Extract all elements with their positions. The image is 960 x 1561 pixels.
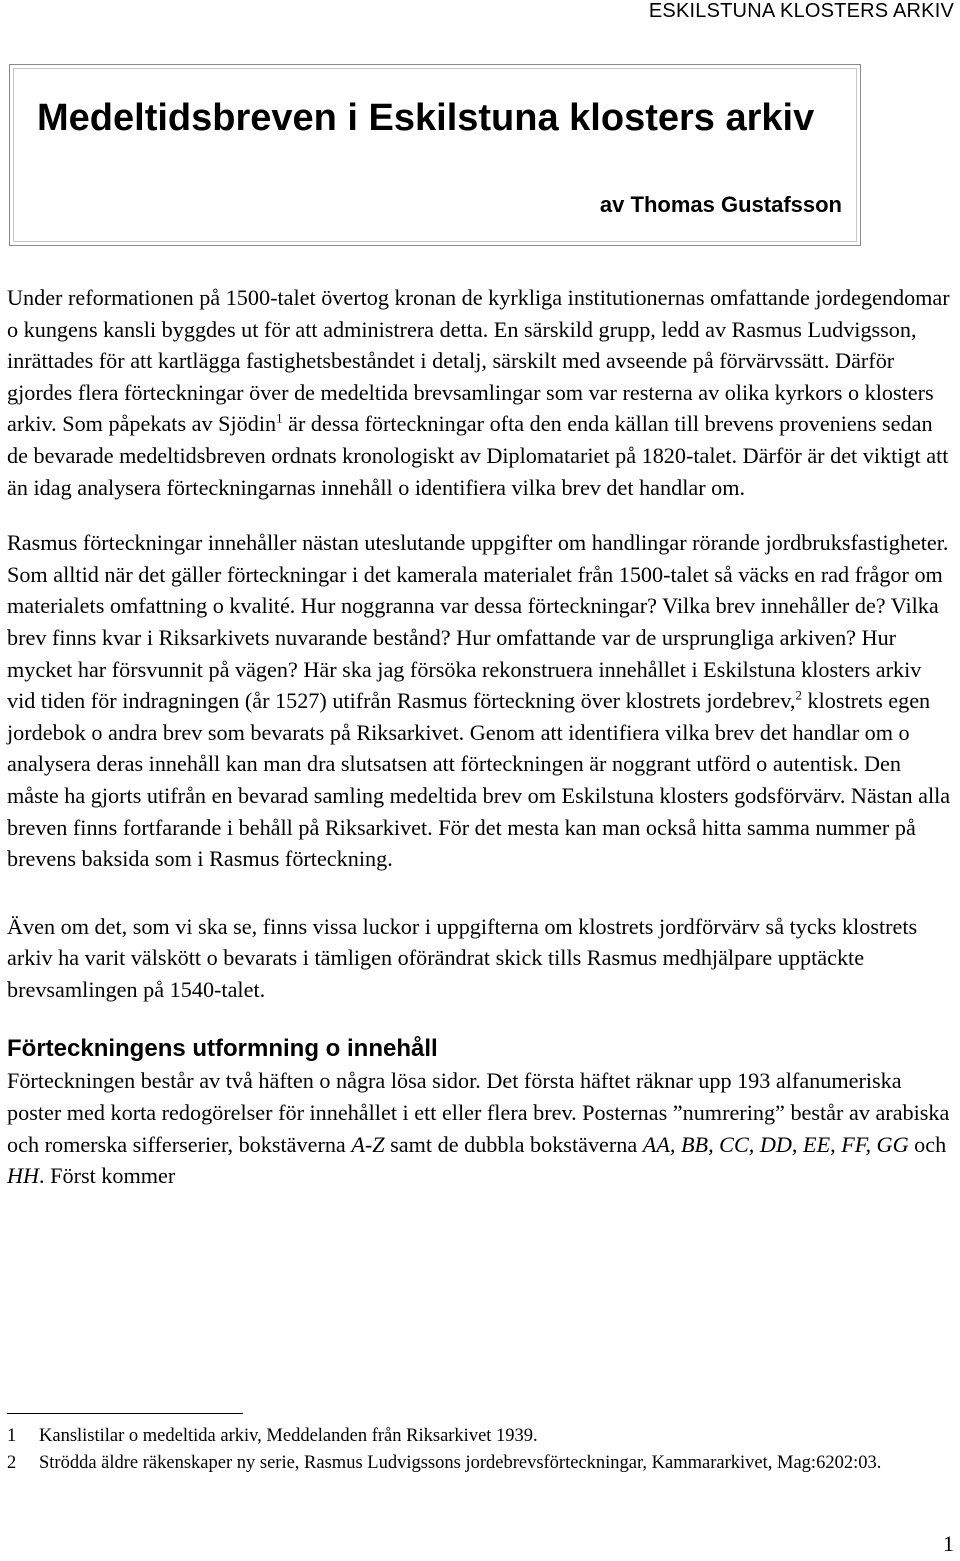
paragraph-4-italic-2: AA, BB, CC, DD, EE, FF, GG [642,1131,909,1157]
paragraph-4-italic-1: A-Z [351,1131,385,1157]
title-box [9,64,861,246]
document-title: Medeltidsbreven i Eskilstuna klosters arkiv [37,97,815,139]
paragraph-1-text-a: Under reformationen på 1500-talet övertog kronan de kyrkliga institutionernas omfattande jordegendomar o kungens kansli byggdes ut för att administrera detta. En särskild grupp, ledd av Rasmus Ludvigsson, inrättades för att kartlägga fastighetsbeståndet i detalj, särskilt med avseende på förvärvssätt. Därför gjordes flera förteckningar över de medeltida brevsamlingar som var resterna av olika kyrkors o klosters arkiv. Som påpekats av Sjödin [7,285,950,437]
paragraph-1 [7,282,955,503]
paragraph-4 [7,1065,955,1191]
footnote-divider [7,1413,243,1414]
paragraph-2 [7,527,955,875]
paragraph-4-text-4: . Först kommer [39,1163,176,1189]
footnote-ref-1: 1 [276,410,283,426]
footnote-2 [7,1450,907,1477]
paragraph-2-text-b: klostrets egen jordebok o andra brev som bevarats på Riksarkivet. Genom att identifiera vilka brev det handlar om o analysera deras innehåll kan man dra slutsatsen att förteckningen är noggrant utförd o autentisk. Den måste ha gjorts utifrån en bevarad samling medeltida brev om Eskilstuna klosters godsförvärv. Nästan alla breven finns fortfarande i behåll på Riksarkivet. För det mesta kan man också hitta samma nummer på brevens baksida som i Rasmus förteckning. [7,688,951,872]
paragraph-4-italic-3: HH [7,1163,40,1189]
author-byline: av Thomas Gustafsson [599,192,842,217]
footnote-number: 2 [7,1453,17,1473]
footnote-text: Kanslistilar o medeltida arkiv, Meddelanden från Riksarkivet 1939. [39,1426,538,1446]
paragraph-3: Även om det, som vi ska se, finns vissa luckor i uppgifterna om klostrets jordförvärv så tycks klostrets arkiv ha varit välskött o bevarats i tämligen oförändrat skick tills Rasmus medhjälpare upptäckte brevsamlingen på 1540-talet. [7,913,918,1002]
footnotes [7,1423,907,1477]
paragraph-4-text-1: Förteckningen består av två häften o några lösa sidor. Det första häftet räknar upp 193 alfanumeriska poster med korta redogörelser för innehållet i ett eller flera brev. Posternas ”numrering” består av arabiska och romerska sifferserier, bokstäverna [7,1068,950,1157]
footnote-number: 1 [7,1426,17,1446]
paragraph-1-text-b: är dessa förteckningar ofta den enda källan till brevens proveniens sedan de bevarade medeltidsbreven ordnats kronologiskt av Diplomatariet på 1820-talet. Därför är det viktigt att än idag analysera förteckningarnas innehåll o identifiera vilka brev det handlar om. [7,411,949,500]
section-heading: Förteckningens utformning o innehåll [7,1035,438,1063]
paragraph-4-text-3: och [908,1131,947,1157]
footnote-ref-2: 2 [795,687,802,703]
footnote-text: Strödda äldre räkenskaper ny serie, Rasmus Ludvigssons jordebrevsförteckningar, Kammararkivet, Mag:6202:03. [39,1453,882,1473]
body-text [7,282,955,1192]
footnote-1 [7,1423,907,1450]
paragraph-2-text-a: Rasmus förteckningar innehåller nästan uteslutande uppgifter om handlingar rörande jordbruksfastigheter. Som alltid när det gäller förteckningar i det kamerala materialet från 1500-talet så väcks en rad frågor om materialets omfattning o kvalité. Hur noggranna var dessa förteckningar? Vilka brev innehåller de? Vilka brev finns kvar i Riksarkivets nuvarande bestånd? Hur omfattande var de ursprungliga arkiven? Hur mycket har försvunnit på vägen? Här ska jag försöka rekonstruera innehållet i Eskilstuna klosters arkiv vid tiden för indragningen (år 1527) utifrån Rasmus förteckning över klostrets jordebrev, [7,530,949,714]
paragraph-4-text-2: samt de dubbla bokstäverna [384,1131,643,1157]
running-header: ESKILSTUNA KLOSTERS ARKIV [648,0,954,22]
page-number: 1 [943,1531,954,1556]
